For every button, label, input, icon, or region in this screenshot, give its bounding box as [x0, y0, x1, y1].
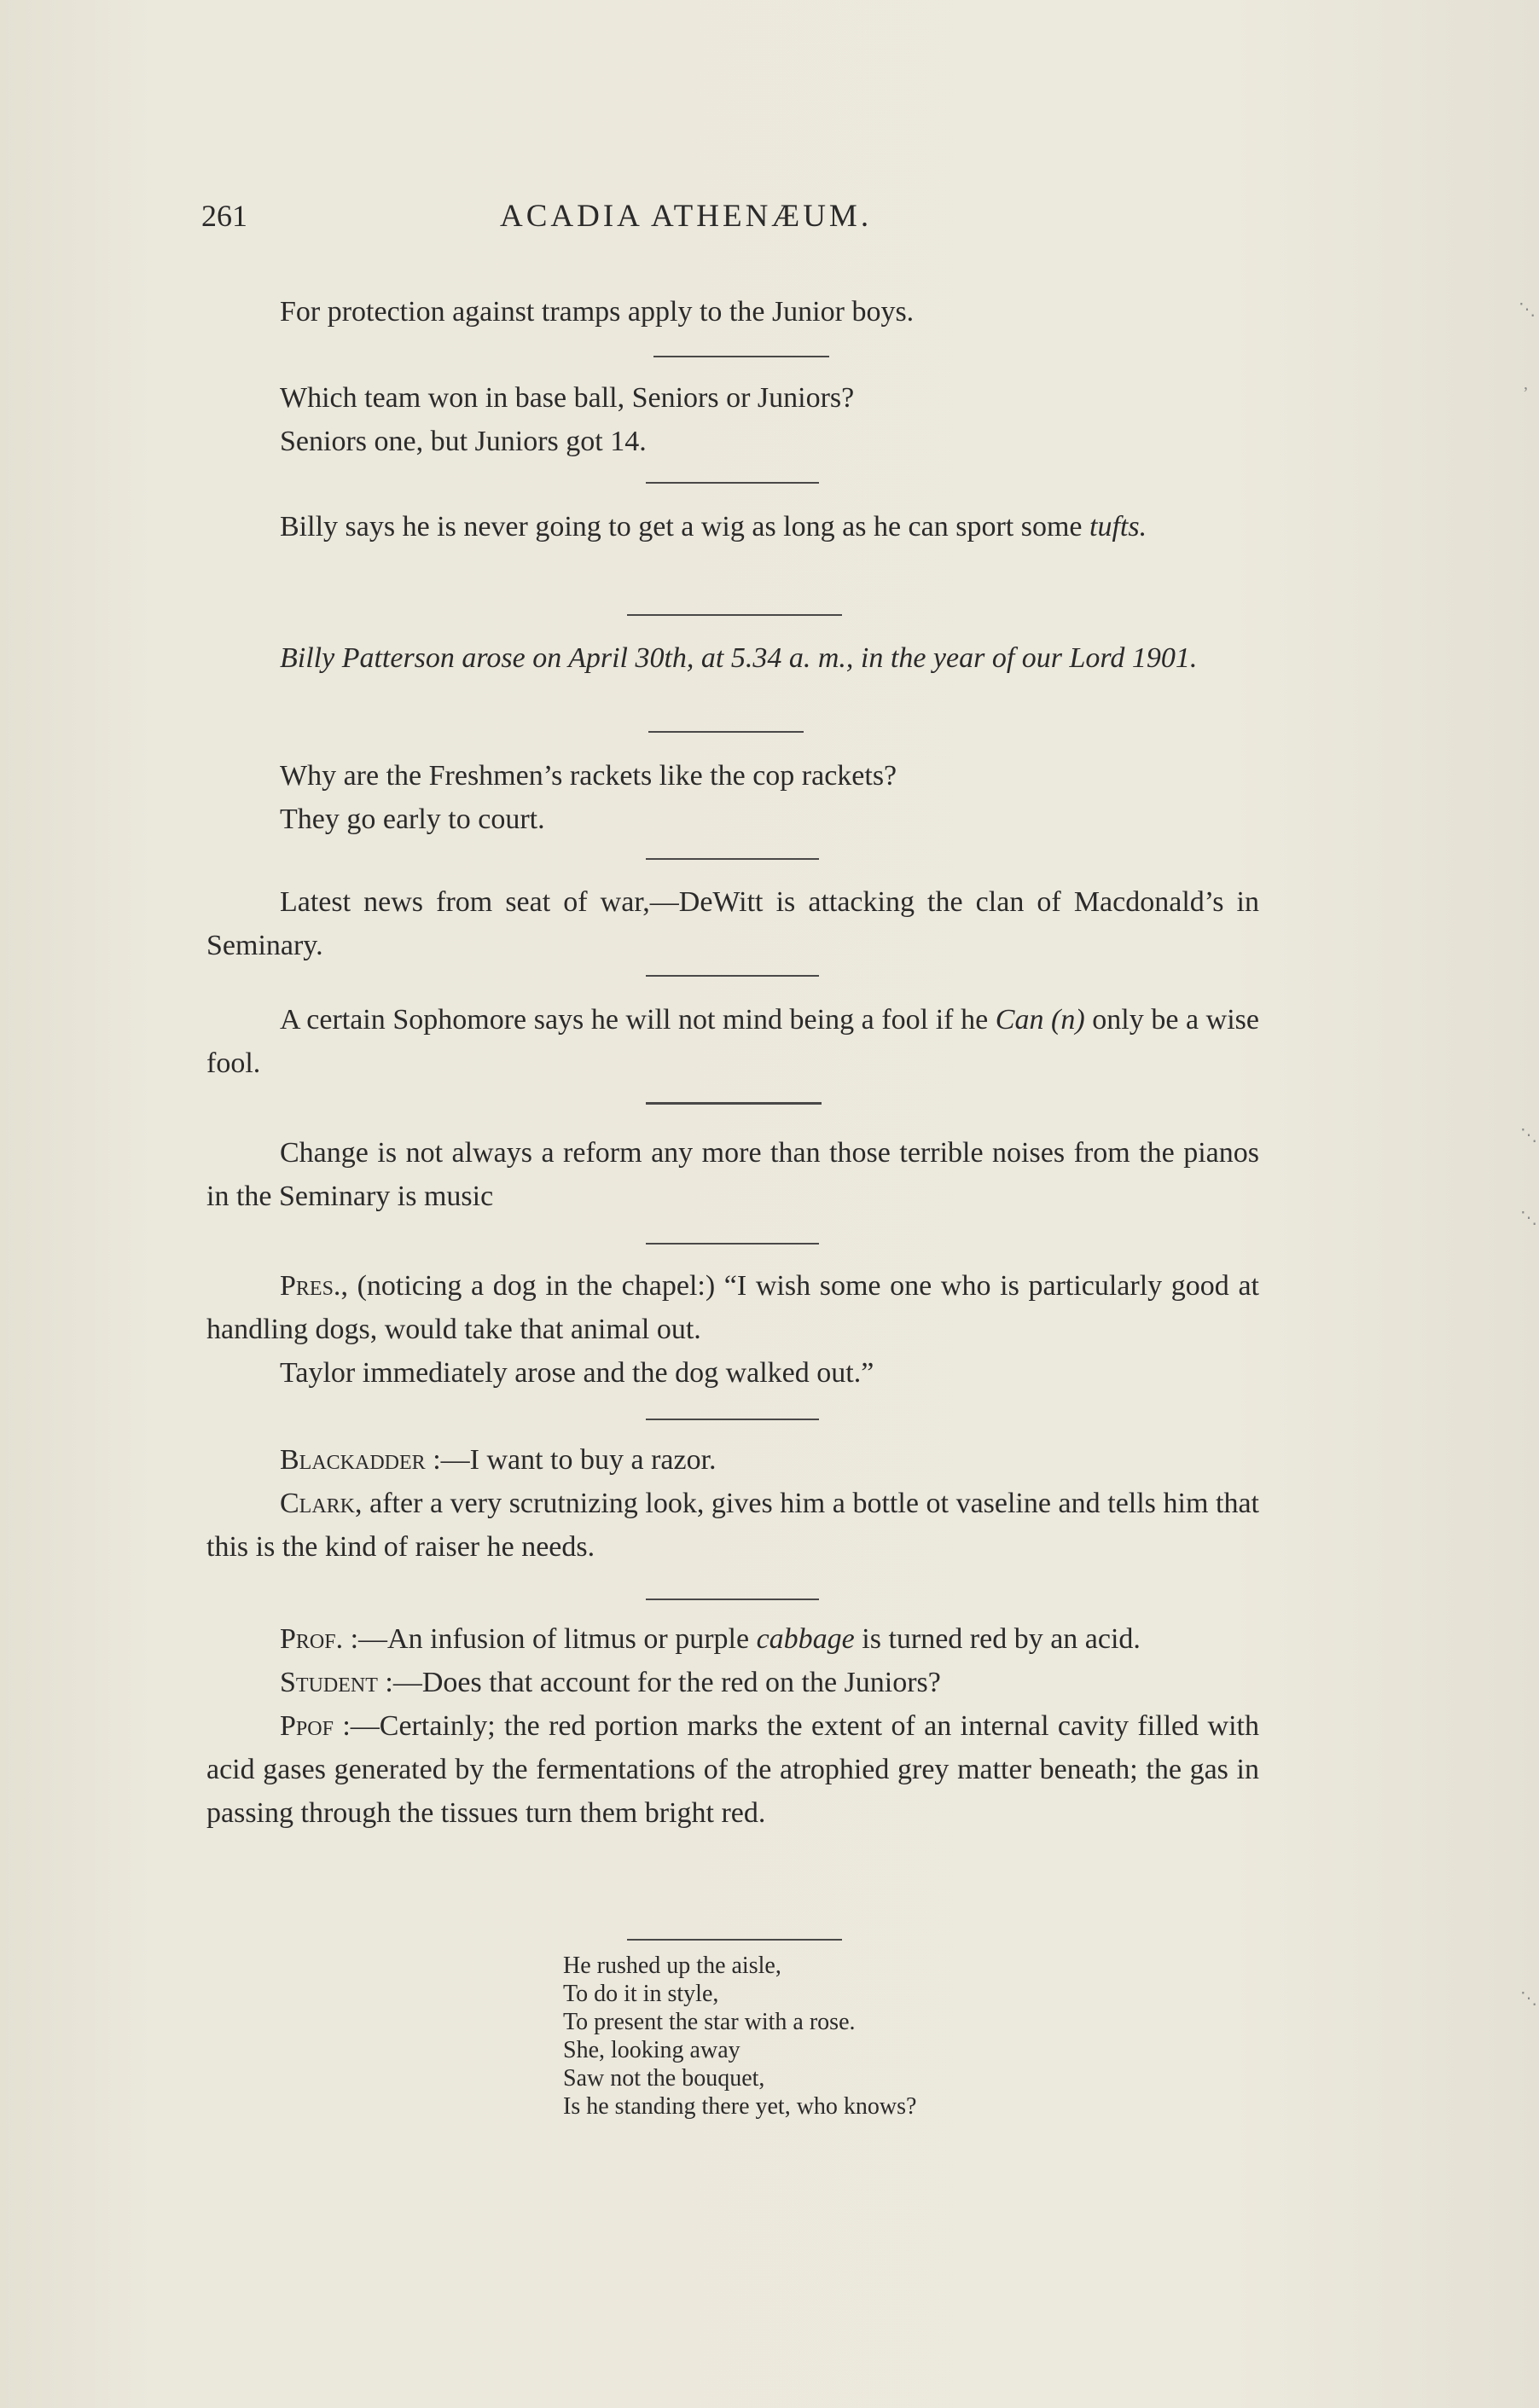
poem-line: She, looking away — [563, 2037, 740, 2063]
paragraph-text: , (noticing a dog in the chapel:) “I wish some one who is particularly good at handling dogs, would take that animal out. — [206, 1270, 1259, 1345]
speaker-label: Ppof — [280, 1710, 334, 1742]
divider — [627, 1939, 842, 1941]
italic-text: tufts. — [1089, 511, 1147, 543]
answer: Seniors one, but Juniors got 14. — [280, 426, 647, 457]
divider — [646, 975, 819, 977]
answer: They go early to court. — [280, 804, 545, 835]
paragraph-text: only be a wise fool. — [206, 1004, 1260, 1079]
speaker-label: Prof. — [280, 1623, 344, 1655]
divider — [646, 1102, 822, 1105]
paragraph — [206, 505, 1259, 548]
divider — [646, 482, 819, 484]
running-title: ACADIA ATHENÆUM. — [500, 199, 873, 234]
paragraph-text: :—An infusion of litmus or purple — [350, 1623, 757, 1655]
paragraph-text: A certain Sophomore says he will not mind being a fool if he — [280, 1004, 996, 1036]
paragraph-text: is turned red by an acid. — [854, 1623, 1141, 1655]
divider — [646, 1243, 819, 1245]
italic-text: cabbage — [756, 1623, 855, 1655]
speaker-label: Blackadder — [280, 1444, 426, 1476]
poem — [563, 1952, 916, 2121]
poem-line: He rushed up the aisle, — [563, 1953, 781, 1979]
paragraph — [206, 1264, 1259, 1351]
paragraph-text: :—Does that account for the red on the Juniors? — [385, 1667, 941, 1698]
margin-mark: ⋱ — [1520, 1989, 1537, 2008]
poem-line: To present the star with a rose. — [563, 2009, 856, 2035]
page-header — [201, 198, 1268, 249]
divider — [646, 1599, 819, 1600]
paragraph-text: :—I want to buy a razor. — [433, 1444, 717, 1476]
paragraph: Latest news from seat of war,—DeWitt is attacking the clan of Macdonald’s in Seminary. — [206, 886, 1259, 961]
item-razor — [206, 1438, 1259, 1569]
poem-line: To do it in style, — [563, 1981, 719, 2007]
paragraph: Change is not always a reform any more than those terrible noises from the pianos in the Seminary is music — [206, 1137, 1259, 1212]
paragraph — [206, 1704, 1259, 1835]
item-rackets — [206, 754, 1259, 841]
paragraph: Billy Patterson arose on April 30th, at 5.34 a. m., in the year of our Lord 1901. — [280, 642, 1198, 674]
item-tramps — [206, 290, 1259, 334]
paragraph — [206, 1617, 1259, 1661]
paragraph — [206, 1438, 1259, 1482]
question: Which team won in base ball, Seniors or Juniors? — [280, 382, 855, 414]
item-billy-tufts — [206, 505, 1259, 548]
italic-text: Can (n) — [995, 1004, 1085, 1036]
item-litmus — [206, 1617, 1259, 1835]
margin-mark: ⋱ — [1520, 1209, 1537, 1227]
margin-mark: ⋱ — [1519, 300, 1536, 319]
paragraph-text: :—Certainly; the red portion marks the extent of an internal cavity filled with acid gases generated by the fermentations of the atrophied grey matter beneath; the gas in passing through the tissues turn them bright red. — [206, 1710, 1259, 1829]
paragraph — [206, 998, 1259, 1085]
speaker-label: Pres. — [280, 1270, 341, 1302]
margin-mark: ’ — [1523, 384, 1529, 403]
item-pres-dog — [206, 1264, 1259, 1395]
divider — [648, 731, 804, 733]
question: Why are the Freshmen’s rackets like the cop rackets? — [280, 760, 897, 792]
divider — [646, 1419, 819, 1420]
margin-mark: ⋱ — [1520, 1126, 1537, 1145]
poem-line: Saw not the bouquet, — [563, 2065, 765, 2092]
paragraph-text: , after a very scrutnizing look, gives him a bottle ot vaseline and tells him that this is the kind of raiser he needs. — [206, 1488, 1259, 1563]
paragraph-text: Billy says he is never going to get a wig as long as he can sport some — [280, 511, 1089, 543]
poem-line: Is he standing there yet, who knows? — [563, 2093, 917, 2120]
page-number: 261 — [201, 199, 247, 233]
item-change — [206, 1131, 1259, 1218]
item-war-news — [206, 880, 1259, 967]
item-patterson — [206, 636, 1259, 680]
item-baseball — [206, 376, 1259, 463]
paragraph: For protection against tramps apply to the Junior boys. — [280, 296, 915, 328]
speaker-label: Student — [280, 1667, 378, 1698]
paragraph: Taylor immediately arose and the dog walked out.” — [280, 1357, 874, 1389]
paragraph — [206, 1661, 1259, 1704]
divider — [653, 356, 829, 357]
item-sophomore — [206, 998, 1259, 1085]
divider — [646, 858, 819, 860]
paragraph — [206, 1482, 1259, 1569]
speaker-label: Clark — [280, 1488, 356, 1519]
divider — [627, 614, 842, 616]
